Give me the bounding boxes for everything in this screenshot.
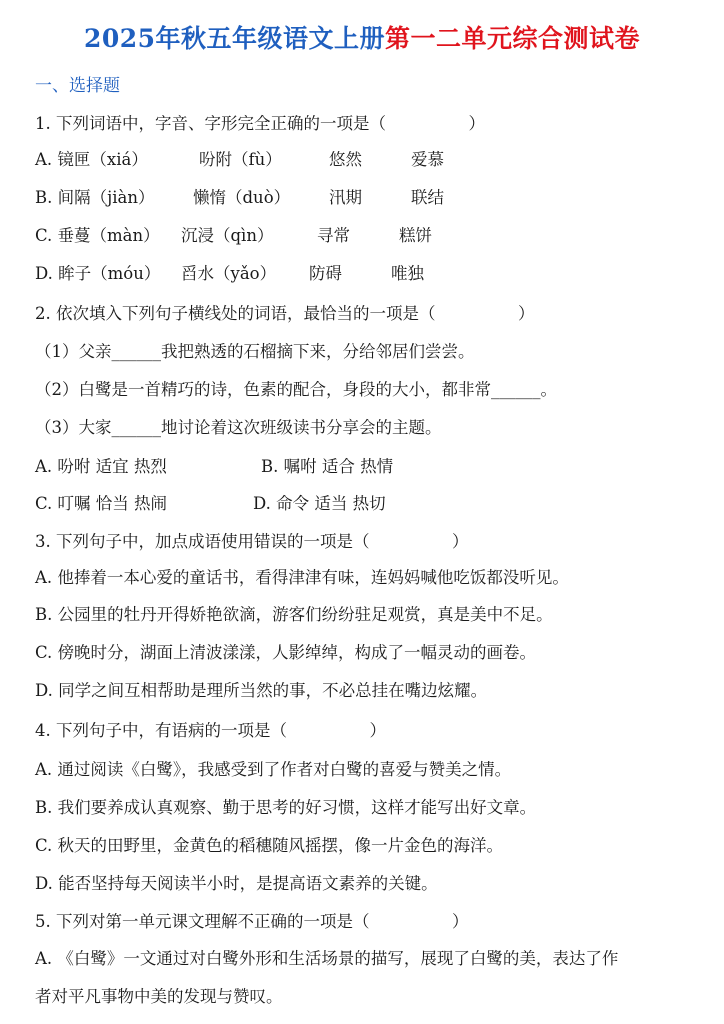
- q1-d-word3: 防碍: [309, 264, 342, 283]
- q2-sentence-2: （2）白鹭是一首精巧的诗，色素的配合，身段的大小，都非常______。: [35, 380, 557, 399]
- q1-b-word4: 联结: [411, 188, 444, 207]
- q1-c-word4: 糕饼: [399, 226, 432, 245]
- q2-options-ab: [35, 455, 393, 479]
- q4-option-d: D. 能否坚持每天阅读半小时，是提高语文素养的关键。: [35, 874, 438, 893]
- q1-b-word3: 汛期: [329, 188, 362, 207]
- q1-a-word1: A. 镜匣（xiá）: [35, 150, 148, 169]
- q2-sentence-3: （3）大家______地讨论着这次班级读书分享会的主题。: [35, 418, 442, 437]
- q2-stem: 2. 依次填入下列句子横线处的词语，最恰当的一项是（ ）: [35, 304, 535, 323]
- q1-d-word1: D. 眸子（móu）: [35, 264, 161, 283]
- q1-option-b: [35, 186, 444, 210]
- q5-option-a-line1: A. 《白鹭》一文通过对白鹭外形和生活场景的描写，展现了白鹭的美，表达了作: [35, 949, 619, 968]
- q4-option-c: C. 秋天的田野里，金黄色的稻穗随风摇摆，像一片金色的海洋。: [35, 836, 504, 855]
- q1-a-word3: 悠然: [329, 150, 362, 169]
- q1-c-word2: 沉浸（qìn）: [181, 226, 274, 245]
- q1-d-word2: 舀水（yǎo）: [181, 264, 277, 283]
- q1-c-word3: 寻常: [317, 226, 350, 245]
- q1-c-word1: C. 垂蔓（màn）: [35, 226, 160, 245]
- q4-option-b: B. 我们要养成认真观察、勤于思考的好习惯，这样才能写出好文章。: [35, 798, 537, 817]
- q3-option-c: C. 傍晚时分，湖面上清波漾漾，人影绰绰，构成了一幅灵动的画卷。: [35, 643, 537, 662]
- title-part-red: 第一二单元综合测试卷: [385, 24, 641, 53]
- q1-option-d: [35, 262, 424, 286]
- q4-option-a: A. 通过阅读《白鹭》，我感受到了作者对白鹭的喜爱与赞美之情。: [35, 760, 512, 779]
- q2-sentence-1: （1）父亲______我把熟透的石榴摘下来，分给邻居们尝尝。: [35, 342, 475, 361]
- q2-option-b: B. 嘱咐 适合 热情: [261, 457, 394, 476]
- q1-a-word4: 爱慕: [411, 150, 444, 169]
- q2-option-a: A. 吩咐 适宜 热烈: [35, 457, 167, 476]
- q3-option-d: D. 同学之间互相帮助是理所当然的事，不必总挂在嘴边炫耀。: [35, 681, 488, 700]
- q1-b-word2: 懒惰（duò）: [193, 188, 291, 207]
- q2-option-c: C. 叮嘱 恰当 热闹: [35, 494, 168, 513]
- section-heading: 一、选择题: [35, 76, 120, 96]
- q1-stem: 1. 下列词语中，字音、字形完全正确的一项是（ ）: [35, 114, 485, 133]
- q2-options-cd: [35, 492, 386, 516]
- q1-b-word1: B. 间隔（jiàn）: [35, 188, 155, 207]
- q5-stem: 5. 下列对第一单元课文理解不正确的一项是（ ）: [35, 912, 469, 931]
- q1-a-word2: 吩附（fù）: [199, 150, 282, 169]
- q2-option-d: D. 命令 适当 热切: [253, 494, 386, 513]
- q1-option-c: [35, 224, 432, 248]
- page-title: [0, 22, 724, 56]
- q4-stem: 4. 下列句子中，有语病的一项是（ ）: [35, 721, 386, 740]
- q3-option-a: A. 他捧着一本心爱的童话书，看得津津有味，连妈妈喊他吃饭都没听见。: [35, 568, 569, 587]
- q5-option-a-line2: 者对平凡事物中美的发现与赞叹。: [35, 987, 283, 1006]
- q1-option-a: [35, 148, 444, 172]
- title-part-blue: 2025年秋五年级语文上册: [83, 24, 386, 53]
- q3-stem: 3. 下列句子中，加点成语使用错误的一项是（ ）: [35, 532, 469, 551]
- q1-d-word4: 唯独: [391, 264, 424, 283]
- q3-option-b: B. 公园里的牡丹开得娇艳欲滴，游客们纷纷驻足观赏，真是美中不足。: [35, 605, 553, 624]
